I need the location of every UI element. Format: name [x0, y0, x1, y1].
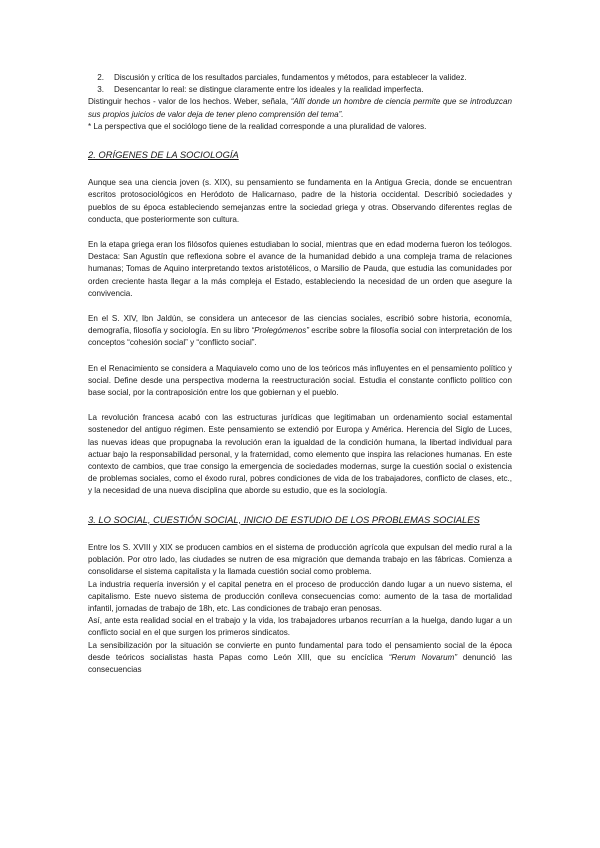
text-run: escribe sobre la filosofía social con interpretación de los conceptos “cohesión social” y “conflicto social”.: [88, 326, 513, 348]
paragraph-theologians: En la etapa griega eran los filósofos quienes estudiaban lo social, mientras que en edad moderna fueron los teólogos. Destaca: San Agustín que reflexiona sobre el avance de la humanidad debido a una compleja trama de relaciones humanas; Tomas de Aquino interpretando textos aristotélicos, o Marsilio de Pauda, que estudia las comunidades por orden creciente hasta llegar a la más compleja el Estado, estableciendo la necesidad de un orden que asegure la convivencia.: [88, 240, 512, 298]
paragraph-rerum-novarum: [88, 640, 512, 677]
text-run: En el S. XIV, Ibn Jaldún, se considera un antecesor de las ciencias sociales, escribió sobre historia, economía, demografía, filosofía y sociología. En su libro: [88, 314, 512, 336]
book-title: “Prolegómenos”: [251, 326, 309, 336]
list-number: 2.: [97, 73, 104, 82]
encyclical-title: “Rerum Novarum”: [388, 652, 458, 662]
paragraph-production-changes: Entre los S. XVIII y XIX se producen cambios en el sistema de producción agrícola que expulsan del medio rural a la población. Por otro lado, las ciudades se nutren de esa migración que demanda trabajo en las fábricas. Comienza a consolidarse el sistema capitalista y la llamada cuestión social como problema.: [88, 542, 512, 577]
weber-quote: “Allí donde un hombre de ciencia permite que se introduzcan sus propios juicios de valor deja de tener pleno comprensión del tema”.: [88, 97, 512, 119]
text-run: La sensibilización por la situación se convierte en punto fundamental para todo el pensamiento social de la época desde teóricos socialistas hasta Papas como León XIII, que su encíclica: [88, 640, 512, 662]
weber-paragraph: [88, 96, 512, 120]
paragraph-capitalism: La industria requería inversión y el capital penetra en el proceso de producción dando lugar a un nuevo sistema, el capitalismo. Este nuevo sistema de producción conlleva consecuencias como: aumento de la tasa de mortalidad infantil, jornadas de trabajo de 18h, etc. Las condiciones de trabajo eran penosas.: [88, 579, 512, 613]
list-number: 3.: [97, 85, 104, 95]
paragraph-renaissance: En el Renacimiento se considera a Maquiavelo como uno de los teóricos más influyentes en el pensamiento político y social. Define desde una perspectiva moderna la reestructuración social. Estudia el constante conflicto político con base social, por la contraposición entre los que gobiernan y el pueblo.: [88, 363, 512, 398]
paragraph-ibn-jaldun: [88, 313, 512, 350]
list-item: [88, 72, 512, 84]
list-text: Discusión y crítica de los resultados parciales, fundamentos y métodos, para establecer la validez.: [114, 73, 467, 82]
perspective-note: * La perspectiva que el sociólogo tiene de la realidad corresponde a una pluralidad de valores.: [88, 121, 427, 131]
paragraph-french-revolution: La revolución francesa acabó con las estructuras jurídicas que legitimaban un ordenamiento social estamental sostenedor del antiguo régimen. Este pensamiento se extendió por Europa y América. Herencia del Siglo de Luces, las nuevas ideas que propugnaba la revolución eran la igualdad de la condición humana, la libertad individual para actuar bajo la responsabilidad personal, y la fraternidad, como elemento que inspira las relaciones humanas. En este contexto de cambios, que trae consigo la emergencia de sociedades modernas, surge la cuestión social o existencia de problemas sociales, como el éxodo rural, pobres condiciones de vida de los trabajadores, conflicto de clases, etc., y la necesidad de una nueva disciplina que aborde su estudio, que es la sociología.: [88, 413, 512, 496]
list-text: Desencantar lo real: se distingue claramente entre los ideales y la realidad imperfecta.: [114, 85, 424, 95]
list-item: [88, 84, 512, 96]
paragraph-greece: Aunque sea una ciencia joven (s. XIX), su pensamiento se fundamenta en la Antigua Grecia, donde se encuentran escritos protosociológicos en Heródoto de Halicarnaso, padre de la historia occidental. Describió sociedades y pueblos de su época estableciendo semejanzas entre la sociedad griega y otras. Observando diferentes reglas de conducta, que posteriormente son cultura.: [88, 178, 512, 224]
text-run: denunció las consecuencias: [88, 652, 512, 674]
paragraph-unions: Así, ante esta realidad social en el trabajo y la vida, los trabajadores urbanos recurrían a la huelga, dando lugar a un conflicto social en el que surgen los primeros sindicatos.: [88, 616, 512, 638]
weber-prefix: Distinguir hechos - valor de los hechos. Weber, señala,: [88, 97, 291, 107]
section-heading-social-question: 3. LO SOCIAL, CUESTIÓN SOCIAL, INICIO DE ESTUDIO DE LOS PROBLEMAS SOCIALES: [88, 513, 480, 525]
section-heading-origins: 2. ORÍGENES DE LA SOCIOLOGÍA: [88, 149, 239, 161]
method-list: [88, 72, 512, 96]
